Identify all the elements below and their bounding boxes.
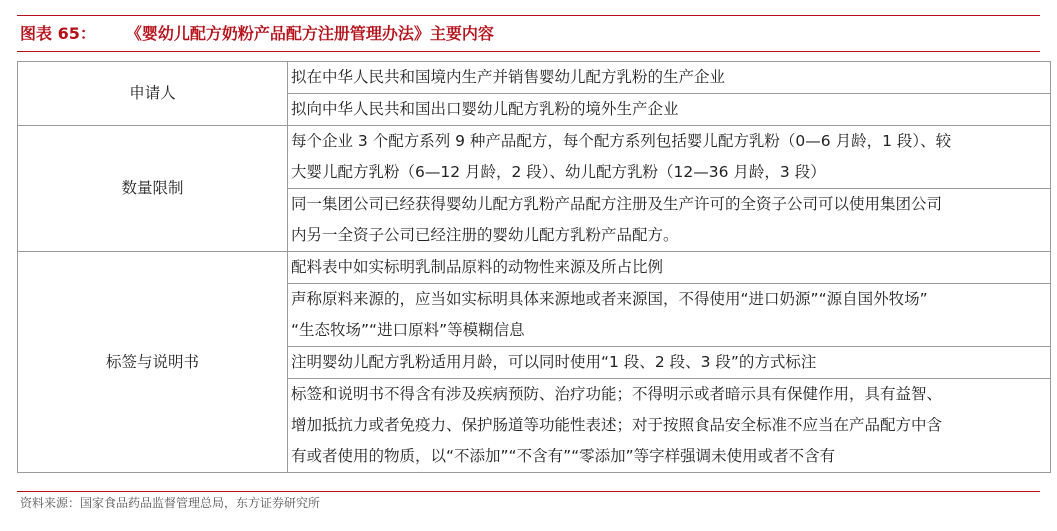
figure-title-text: 《婴幼儿配方奶粉产品配方注册管理办法》主要内容 bbox=[125, 24, 494, 43]
content-line: 注明婴幼儿配方乳粉适用月龄，可以同时使用“1 段、2 段、3 段”的方式标注 bbox=[291, 353, 817, 371]
content-line: 同一集团公司已经获得婴幼儿配方乳粉产品配方注册及生产许可的全资子公司可以使用集团公司 bbox=[291, 195, 943, 213]
content-cell bbox=[288, 62, 1051, 94]
content-cell bbox=[288, 379, 1051, 473]
content-line: 内另一全资子公司已经注册的婴幼儿配方乳粉产品配方。 bbox=[291, 226, 679, 244]
content-cell bbox=[288, 189, 1051, 252]
category-cell bbox=[18, 252, 288, 473]
top-rule bbox=[17, 15, 1040, 16]
content-cell bbox=[288, 347, 1051, 379]
bottom-rule bbox=[17, 491, 1040, 492]
content-cell bbox=[288, 252, 1051, 284]
content-line: 拟向中华人民共和国出口婴幼儿配方乳粉的境外生产企业 bbox=[291, 100, 679, 118]
table-row bbox=[18, 126, 1051, 189]
title-rule bbox=[17, 51, 1040, 52]
content-line: 每个企业 3 个配方系列 9 种产品配方，每个配方系列包括婴儿配方乳粉（0—6 月龄，1 段）、较 bbox=[291, 132, 952, 150]
content-line: 有或者使用的物质，以“不添加”“不含有”“零添加”等字样强调未使用或者不含有 bbox=[291, 447, 836, 465]
regulation-table bbox=[17, 61, 1051, 473]
content-line: 标签和说明书不得含有涉及疾病预防、治疗功能；不得明示或者暗示具有保健作用，具有益智、 bbox=[291, 385, 943, 403]
content-line: “生态牧场”“进口原料”等模糊信息 bbox=[291, 321, 525, 339]
content-line: 拟在中华人民共和国境内生产并销售婴幼儿配方乳粉的生产企业 bbox=[291, 68, 726, 86]
source-note: 资料来源：国家食品药品监督管理总局，东方证券研究所 bbox=[20, 496, 321, 510]
table-row bbox=[18, 62, 1051, 94]
content-cell bbox=[288, 126, 1051, 189]
content-cell bbox=[288, 284, 1051, 347]
category-label: 标签与说明书 bbox=[105, 352, 199, 371]
content-line: 配料表中如实标明乳制品原料的动物性来源及所占比例 bbox=[291, 258, 664, 276]
table-row bbox=[18, 252, 1051, 284]
category-cell bbox=[18, 126, 288, 252]
figure-title bbox=[20, 24, 494, 44]
content-line: 增加抵抗力或者免疫力、保护肠道等功能性表述；对于按照食品安全标准不应当在产品配方中含 bbox=[291, 416, 943, 434]
category-label: 数量限制 bbox=[121, 179, 184, 197]
category-cell bbox=[18, 62, 288, 126]
figure-number: 图表 65： bbox=[20, 24, 96, 43]
content-line: 声称原料来源的，应当如实标明具体来源地或者来源国，不得使用“进口奶源”“源自国外牧场” bbox=[291, 290, 928, 308]
content-line: 大婴儿配方乳粉（6—12 月龄，2 段）、幼儿配方乳粉（12—36 月龄，3 段） bbox=[291, 163, 826, 181]
category-label: 申请人 bbox=[129, 84, 176, 102]
content-cell bbox=[288, 94, 1051, 126]
